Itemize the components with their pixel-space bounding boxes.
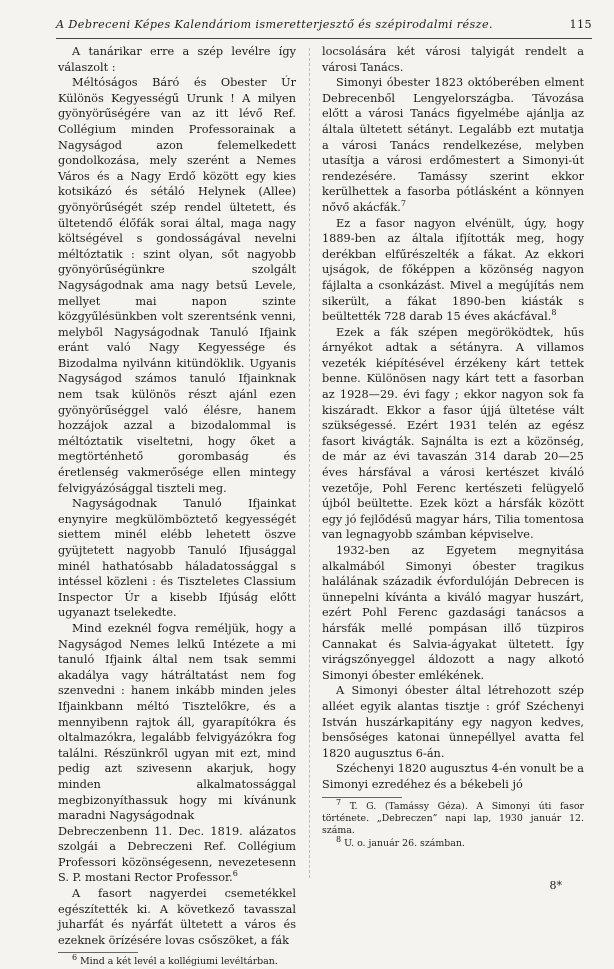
paragraph: locsolására két városi talyigát rendelt a városi Tanács. (322, 45, 584, 74)
paragraph: A fasort nagyerdei csemetékkel egészítették ki. A következő tavasszal juharfát és nyárfát ültetett a város és ezeknek örízésére lovas csőszöket, a fák (58, 887, 296, 947)
footnote (58, 953, 296, 968)
signature-mark: 8* (549, 879, 562, 892)
paragraph: Méltóságos Báró és Obester Úr Különös Kegyességű Urunk ! A milyen gyönyörűségére van az itt lévő Ref. Collégium minden Professorainak a Nagyságod azon felemelkedett gondolkozása, mely szerént a Nemes Város és a Nagy Erdő között egy kies kotsikázó és sétáló Helynek (Allee) gyönyörűségét szép rendel ültetett, és ültetendő élőfák sorai által, maga nagy költségével s gondosságával nevelni méltóztatik : szint olyan, sőt nagyobb gyönyörűségünkre szolgált Nagyságodnak ama nagy betsű Levele, mellyet mai napon szinte közgyűlésünkben volt szerentsénk venni, melyből Nagyságodnak Tanuló Ifjaink eránt való Nagy Kegyessége és Bizodalma nyilvánn kitündöklik. Ugyanis Nagyságod számos tanuló Ifjainknak nem tsak különös részt ajánl ezen gyönyörűséggel való élésre, hanem hozzájok azzal a bizodalommal is méltóztatik viseltetni, hogy őket a megtörténhető gorombaság és éretlenség vakmerősége ellen mintegy felvigyázósággal tiszteli meg. (58, 76, 296, 495)
footnote-rule (322, 797, 402, 798)
paragraph: Ezek a fák szépen megöröködtek, hűs árnyékot adtak a sétányra. A villamos vezeték kiépítésével érzékeny kárt tettek benne. Különösen nagy kárt tett a fasorban az 1928—29. évi fagy ; ekkor nagyon sok fa kiszáradt. Ekkor a fasor újjá ültetése vált szükségessé. Ezért 1931 telén az egész fasort kivágták. Sajnálta is ezt a közönség, de már az évi tavaszán 314 darab 20—25 éves hársfával a városi kertészet kiváló vezetője, Pohl Ferenc kertészeti felügyelő újból beültette. Ezek közt a hársfák között egy jó fejlődésű magyar hárs, Tilia tomentosa van legnagyobb számban képviselve. (322, 325, 584, 542)
footnote (322, 797, 585, 838)
paragraph: A Simonyi óbester által létrehozott szép alléet egyik alantas tisztje : gróf Széchenyi István huszárkapitány egy nagyon kedves, bensőséges katonai ünnepéllyel avatta fel 1820 augusztus 6-án. (322, 684, 584, 760)
column-divider (309, 48, 310, 878)
footnote (322, 834, 584, 850)
footnote-rule (58, 952, 138, 953)
footnote-text: U. o. január 26. számban. (344, 837, 465, 849)
paragraph: Széchenyi 1820 augusztus 4-én vonult be a Simonyi ezredéhez és a békebeli jó (322, 762, 584, 791)
paragraph (322, 216, 584, 325)
right-column (322, 44, 584, 850)
footnote-mark: 7 (400, 199, 406, 209)
footnote-mark: 6 (232, 869, 238, 879)
footnote-mark: 8 (551, 308, 557, 318)
page-number: 115 (569, 18, 592, 31)
paragraph: Mind ezeknél fogva reméljük, hogy a Nagyságod Nemes lelkű Intézete a mi tanuló Ifjaink által nem tsak semmi akadálya vagy hátráltatást nem fog szenvedni : hanem inkább minden jeles Ifjainkbann méltó Tisztelőkre, és a mennyibenn rajtok áll, gyarapítókra és oltalmazókra, legalább felvigyázókra fog találni. Részünkről ugyan mit ezt, mind pedig azt szivesenn akarjuk, hogy minden alkalmatossággal megbizonyíthassuk hogy mi kívánunk maradni Nagyságodnak (58, 621, 296, 823)
left-column (58, 44, 296, 969)
paragraph-text: Simonyi óbester 1823 októberében elment Debrecenből Lengyelországba. Távozása előtt a városi Tanács figyelmébe ajánlja az általa ültetett sétányt. Legalább ezt mutatja a városi Tanács rendelkezése, melyben utasítja a városi erdőmestert a Simonyi-út rendezésére. Tamássy szerint ekkor kerülhettek a fasorba pótlásként a könnyen nővő akácfák. (322, 76, 584, 214)
paragraph (322, 75, 584, 215)
header-title: A Debreceni Képes Kalendáriom ismeretterjesztő és szépirodalmi része. (56, 18, 493, 31)
footnote-mark: 8 (336, 834, 342, 844)
signature-text: Debreczenbenn 11. Dec. 1819. alázatos szolgái a Debreczeni Ref. Collégium Professori közönségesenn, nevezetesenn S. P. mostani Rector Professor. (58, 824, 296, 885)
signature-block (58, 824, 296, 886)
running-header (56, 14, 592, 39)
paragraph: Nagyságodnak Tanuló Ifjainkat enynyire megkülömböztető kegyességét siettem minél elébb lehetett öszve gyüjtetett nagyobb Tanuló Ifjusággal minél hathatósabb háladatossággal s intéssel közleni : és Tiszteletes Classium Inspector Úr a kisebb Ifjúság előtt ugyanazt tselekedte. (58, 497, 296, 620)
paragraph: 1932-ben az Egyetem megnyitása alkalmából Simonyi óbester tragikus halálának századik évfordulóján Debrecen is ünnepelni kívánta a kiváló magyar huszárt, ezért Pohl Ferenc gazdasági tanácsos a hársfák mellé pompásan illő tüzpiros Cannakat és Salvia-ágyakat ültetett. Így virágszőnyeggel áldozott a nagy alkotó Simonyi óbester emlékének. (322, 544, 584, 682)
footnote-mark: 6 (72, 953, 78, 963)
footnote-text: Mind a két levél a kollégiumi levéltárban. (80, 956, 278, 968)
paragraph-text: Ez a fasor nagyon elvénült, úgy, hogy 1889-ben az általa ifjították meg, hogy derékban elfűrészelték a fákat. Az ekkori ujságok, de főképpen a közönség nagyon fájlalta a csonkázást. Mivel a megújítás nem sikerült, a fákat 1890-ben kiásták s beültették 728 darab 15 éves akácfával. (322, 216, 584, 324)
footnote-text: T. G. (Tamássy Géza). A Simonyi úti fasor története. „Debreczen” napi lap, 1930 január 12. száma. (322, 800, 585, 837)
paragraph: A tanárikar erre a szép levélre így válaszolt : (58, 45, 296, 74)
footnote-mark: 7 (336, 797, 342, 807)
